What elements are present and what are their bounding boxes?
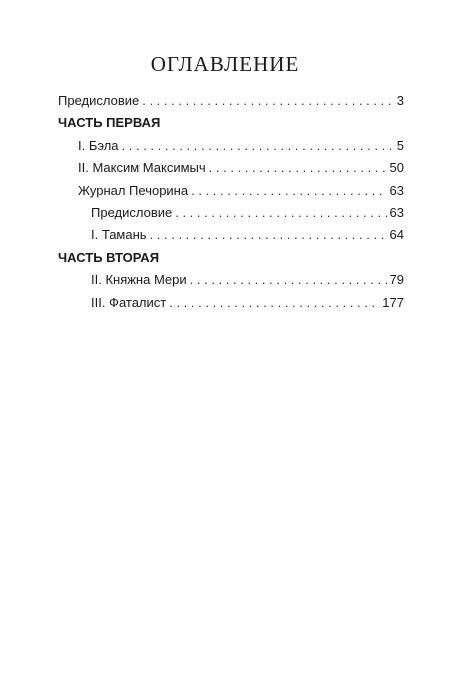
toc-entry-taman[interactable] [58, 224, 404, 246]
dot-leader [175, 202, 386, 224]
dot-leader [191, 180, 386, 202]
dot-leader [122, 135, 394, 157]
toc-page-number: 177 [382, 294, 404, 310]
page-title: ОГЛАВЛЕНИЕ [150, 52, 300, 76]
toc-part-heading-one[interactable] [58, 112, 404, 134]
toc-entry-label: II. Княжна Мери [91, 272, 187, 288]
toc-part-label: ЧАСТЬ ВТОРАЯ [58, 249, 160, 265]
dot-leader [209, 157, 387, 179]
toc-entry-bela[interactable] [58, 135, 404, 157]
table-of-contents [58, 90, 404, 314]
toc-entry-maksim-maksimych[interactable] [58, 157, 404, 179]
toc-entry-fatalist[interactable] [58, 292, 404, 314]
toc-page-number: 64 [389, 227, 404, 243]
toc-entry-label: III. Фаталист [91, 294, 167, 310]
toc-entry-label: Предисловие [91, 204, 173, 220]
toc-page-number: 3 [396, 93, 404, 108]
toc-page-number: 50 [389, 160, 404, 176]
toc-page-number: 5 [396, 137, 404, 153]
dot-leader [169, 292, 379, 314]
toc-entry-label: I. Тамань [91, 227, 147, 243]
dot-leader [142, 90, 394, 112]
toc-entry-label: II. Максим Максимыч [78, 160, 206, 176]
toc-page-number: 63 [389, 204, 404, 220]
toc-entry-journal[interactable] [58, 180, 404, 202]
toc-page-number: 79 [389, 272, 404, 288]
toc-entry-label: I. Бэла [78, 137, 119, 153]
toc-page-number: 63 [389, 182, 404, 198]
toc-entry-preface[interactable] [58, 90, 404, 112]
dot-leader [150, 224, 387, 246]
toc-entry-journal-preface[interactable] [58, 202, 404, 224]
toc-entry-princess-mary[interactable] [58, 269, 404, 291]
toc-part-label: ЧАСТЬ ПЕРВАЯ [58, 115, 161, 131]
dot-leader [190, 269, 387, 291]
toc-part-heading-two[interactable] [58, 247, 404, 269]
toc-entry-label: Предисловие [58, 93, 140, 108]
toc-entry-label: Журнал Печорина [78, 182, 189, 198]
